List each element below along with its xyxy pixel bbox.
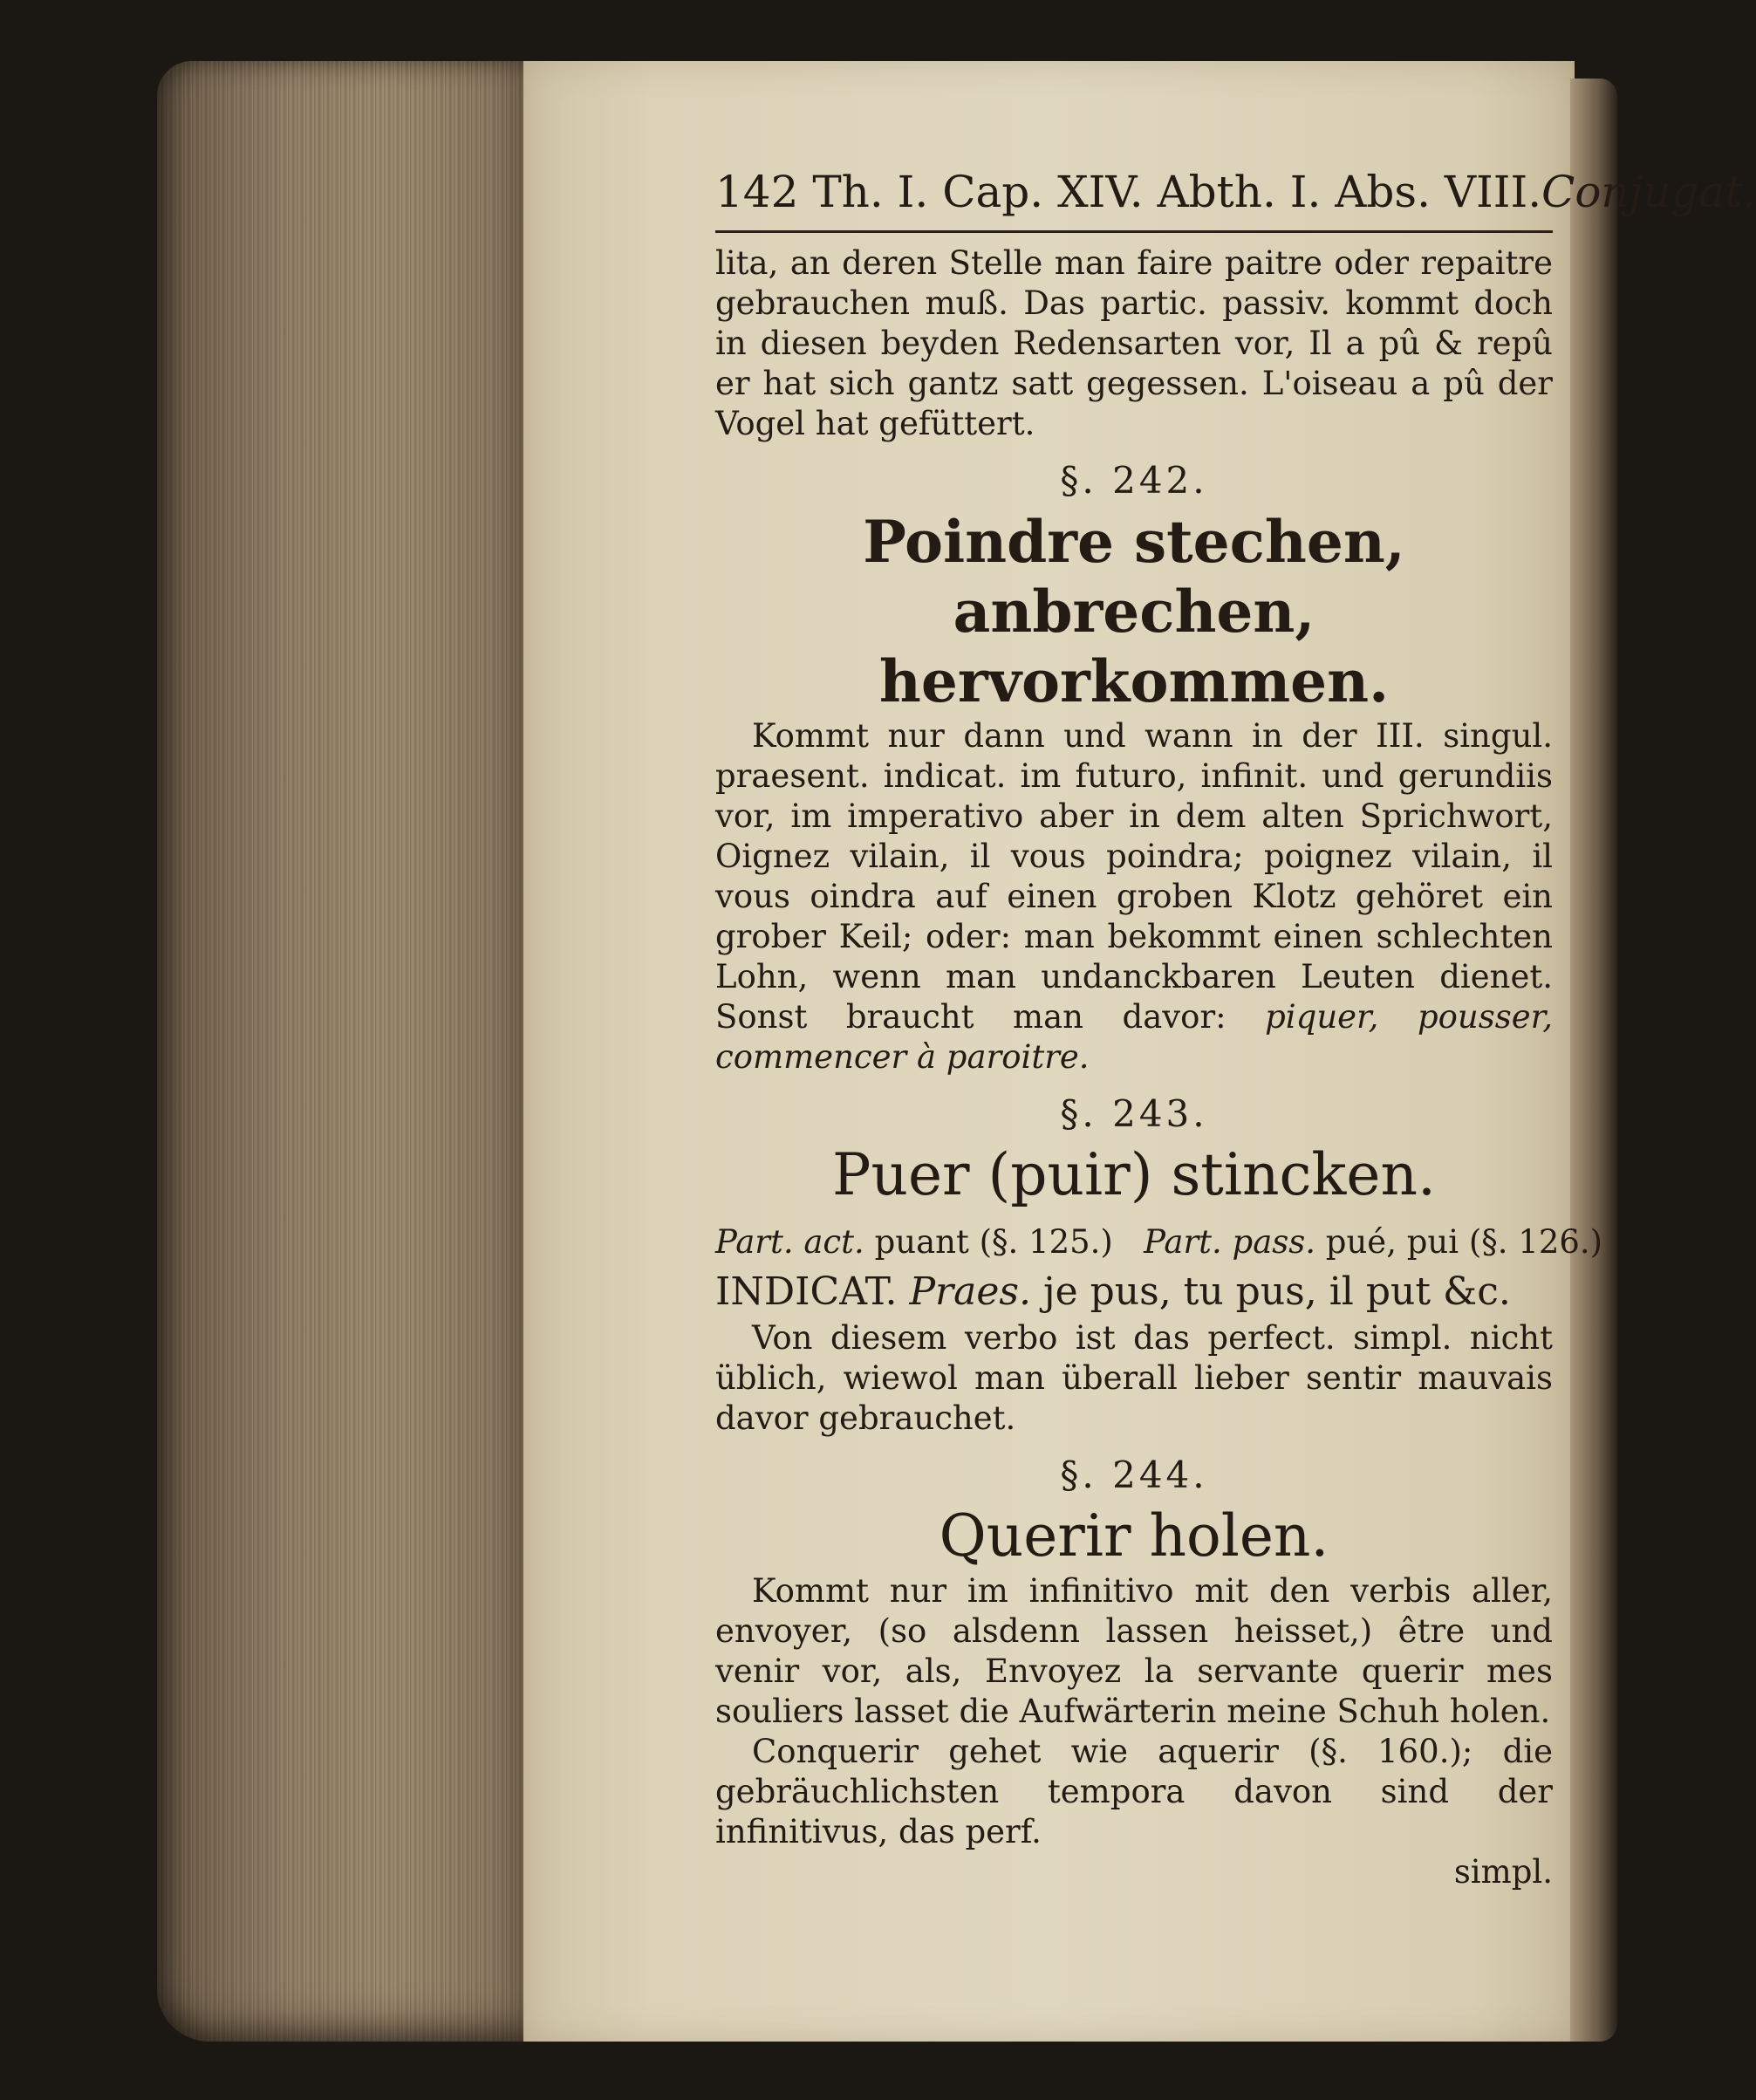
section-paragraph: Conquerir gehet wie aquerir (§. 160.); die gebräuchlichsten tempora davon sind der infinitivus, das perf. <box>715 1733 1553 1850</box>
paragraph-text: Kommt nur dann und wann in der III. singul. praesent. indicat. im futuro, infinit. und gerundiis vor, im imperativo aber in dem alten Sprichwort, Oignez vilain, il vous poindra; poignez vilain, il vous oindra auf einen groben Klotz gehöret ein grober Keil; oder: man bekommt einen schlechten Lohn, wenn man undanckbaren Leuten dienet. Sonst braucht man davor: <box>715 717 1553 1036</box>
running-head-left: 142 Th. I. Cap. XIV. Abth. I. Abs. VIII. <box>715 167 1542 217</box>
section-number: §. 244. <box>1060 1454 1208 1496</box>
participle-passive-value: pué, pui (§. 126.) <box>1325 1223 1603 1261</box>
running-head-right: Conjugat. <box>1541 167 1756 217</box>
book-fore-edge <box>157 61 541 2042</box>
intro-paragraph: lita, an deren Stelle man faire paitre oder repaitre gebrauchen muß. Das partic. passiv. kommt doch in diesen beyden Redensarten vor, Il a pû & repû er hat sich gantz satt gegessen. L'oiseau a pû der Vogel hat gefüttert. <box>715 244 1553 442</box>
section-heading: Poindre stechen, anbrechen, hervorkommen. <box>863 508 1405 715</box>
section-paragraph: Von diesem verbo ist das perfect. simpl. nicht üblich, wiewol man überall lieber sentir mauvais davor gebrauchet. <box>715 1319 1553 1437</box>
indicative-forms <box>715 1266 1553 1318</box>
participle-active-label: Part. act. <box>715 1223 864 1261</box>
indicative-label: INDICAT. <box>715 1269 898 1314</box>
participle-forms <box>715 1222 1603 1262</box>
section-244 <box>715 1453 1553 1892</box>
facing-page-edge <box>1570 79 1617 2042</box>
paragraph-tail: simpl. <box>1453 1853 1553 1891</box>
section-243 <box>715 1091 1603 1439</box>
participle-active-value: puant (§. 125.) <box>874 1223 1113 1261</box>
participle-passive-label: Part. pass. <box>1144 1223 1316 1261</box>
section-heading: Querir holen. <box>939 1502 1329 1570</box>
page-text <box>715 166 1756 1892</box>
paragraph-italic: piquer, pousser, commencer à paroitre. <box>715 998 1554 1076</box>
section-heading: Puer (puir) stincken. <box>832 1141 1436 1208</box>
indicative-value: je pus, tu pus, il put &c. <box>1042 1269 1511 1314</box>
section-paragraph <box>715 716 1553 1077</box>
section-number: §. 243. <box>1060 1092 1208 1135</box>
section-number: §. 242. <box>1060 459 1208 502</box>
running-head <box>715 166 1756 233</box>
section-242 <box>715 458 1553 1077</box>
section-paragraph: Kommt nur im infinitivo mit den verbis aller, envoyer, (so alsdenn lassen heisset,) être und venir vor, als, Envoyez la servante querir mes souliers lasset die Aufwärterin meine Schuh holen. <box>715 1572 1553 1730</box>
indicative-tense: Praes. <box>909 1269 1031 1314</box>
